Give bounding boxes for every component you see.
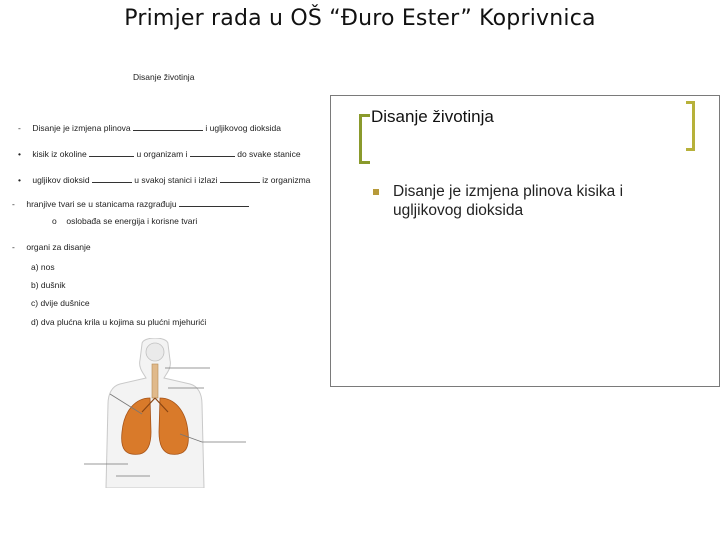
bracket-right-decoration <box>686 101 695 151</box>
item-text: do svake stanice <box>237 149 301 159</box>
worksheet-item <box>52 216 197 226</box>
item-text: hranjive tvari se u stanicama razgrađuju <box>26 199 177 209</box>
fill-blank[interactable] <box>179 198 249 207</box>
worksheet-title: Disanje životinja <box>133 72 195 82</box>
item-text: u svakoj stanici i izlazi <box>134 175 218 185</box>
item-marker: - <box>12 242 15 252</box>
worksheet <box>0 0 330 540</box>
item-marker: o <box>52 216 57 226</box>
fill-blank[interactable] <box>220 174 260 183</box>
worksheet-item <box>18 174 310 185</box>
slide-panel <box>330 95 720 387</box>
item-marker: • <box>18 149 21 159</box>
worksheet-item <box>12 198 249 209</box>
fill-blank[interactable] <box>89 148 134 157</box>
item-text: organi za disanje <box>26 242 91 252</box>
item-text: oslobađa se energija i korisne tvari <box>66 216 198 226</box>
item-marker: - <box>12 199 15 209</box>
bracket-left-decoration <box>359 114 370 164</box>
organ-item: a) nos <box>31 262 55 272</box>
item-marker: - <box>18 123 21 133</box>
worksheet-item <box>12 242 91 252</box>
page-title: Primjer rada u OŠ “Đuro Ester” Koprivnica <box>124 6 596 31</box>
item-marker: • <box>18 175 21 185</box>
worksheet-item <box>18 122 281 133</box>
bullet-icon <box>373 189 379 195</box>
item-text: kisik iz okoline <box>32 149 87 159</box>
fill-blank[interactable] <box>190 148 235 157</box>
item-text: Disanje je izmjena plinova <box>32 123 131 133</box>
fill-blank[interactable] <box>133 122 203 131</box>
item-text: ugljikov dioksid <box>32 175 90 185</box>
item-text: i ugljikovog dioksida <box>205 123 282 133</box>
organ-item: d) dva plućna krila u kojima su plućni mjehurići <box>31 317 207 327</box>
slide-title: Disanje životinja <box>371 107 494 126</box>
worksheet-item <box>18 148 301 159</box>
slide-bullet-text: Disanje je izmjena plinova kisika i ugljikovog dioksida <box>393 183 624 219</box>
item-text: u organizam i <box>136 149 188 159</box>
respiratory-system-illustration <box>80 338 250 488</box>
organ-item: c) dvije dušnice <box>31 298 90 308</box>
fill-blank[interactable] <box>92 174 132 183</box>
item-text: iz organizma <box>262 175 311 185</box>
organ-item: b) dušnik <box>31 280 66 290</box>
